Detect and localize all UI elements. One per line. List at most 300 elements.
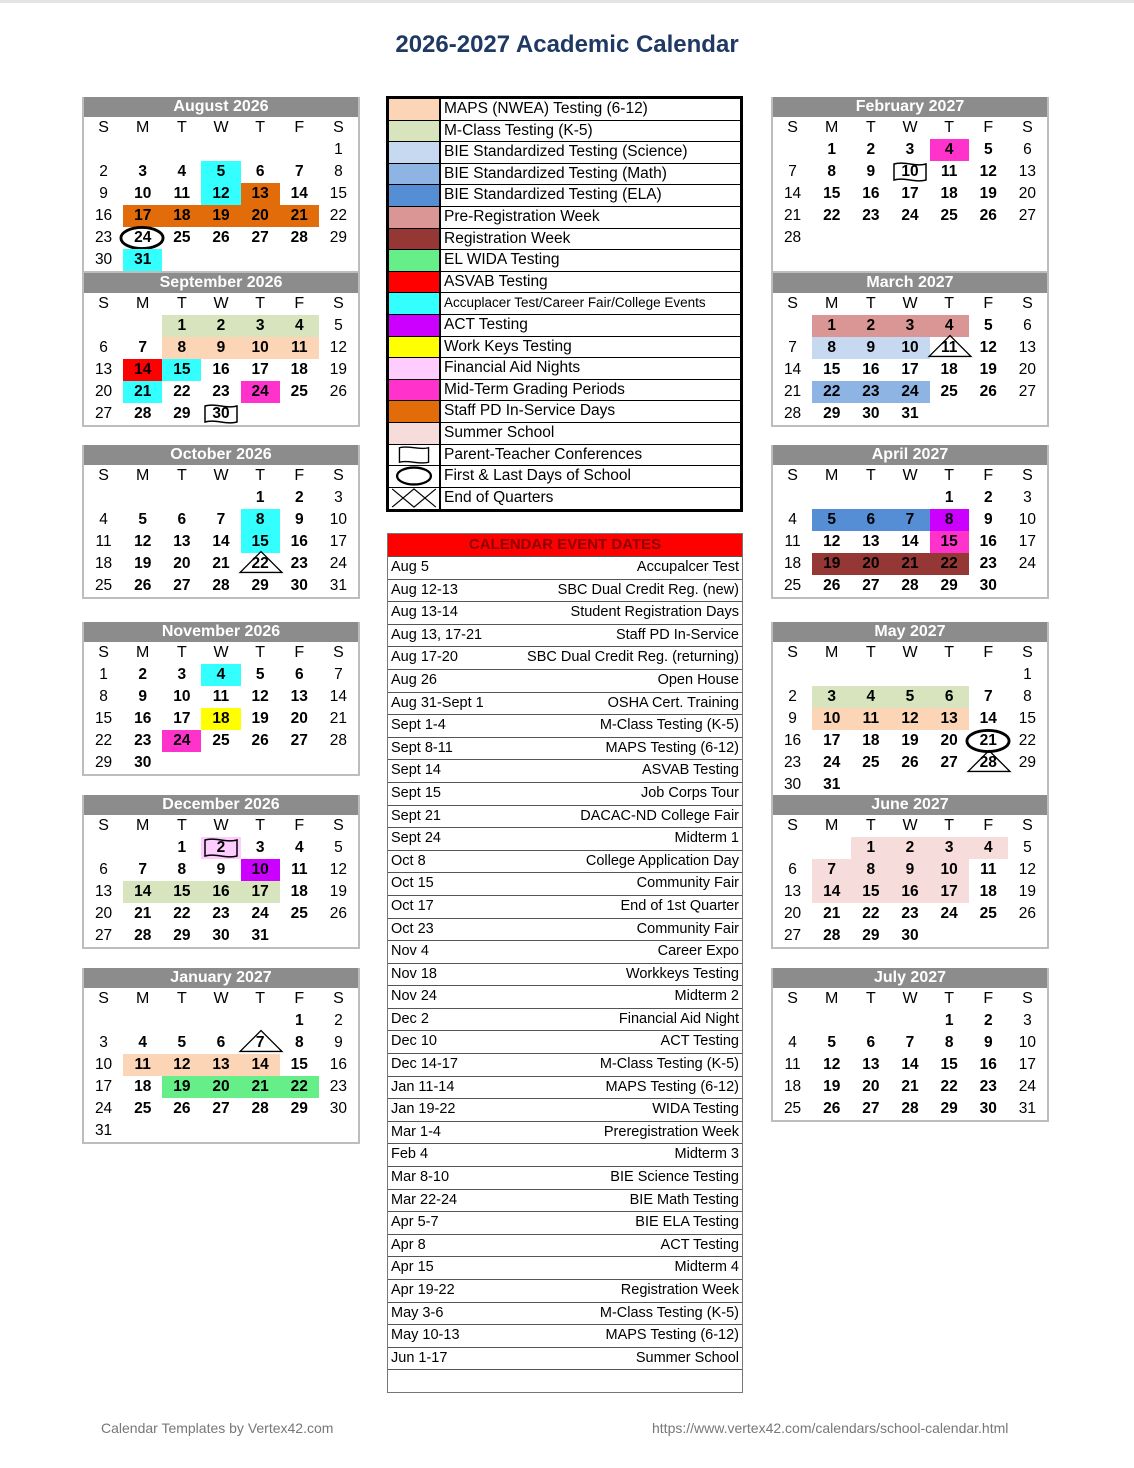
legend-label: BIE Standardized Testing (Science) — [444, 143, 688, 161]
day-cell: 4 — [138, 1034, 148, 1051]
day-cell: 10 — [241, 859, 280, 881]
day-cell: 3 — [812, 686, 851, 708]
weekday-header: W — [213, 467, 229, 484]
day-cell: 15 — [241, 531, 280, 553]
day-cell: 2 — [294, 489, 304, 506]
day-cell: 18 — [290, 883, 308, 900]
day-cell: 5 — [983, 317, 993, 334]
event-name: WIDA Testing — [652, 1101, 739, 1118]
legend-label: Parent-Teacher Conferences — [444, 445, 643, 463]
day-cell: 9 — [138, 688, 148, 705]
day-cell: 10 — [1018, 1034, 1037, 1051]
day-cell: 6 — [851, 509, 890, 531]
event-row — [388, 827, 742, 850]
day-cell: 21 — [783, 383, 802, 400]
day-cell: 3 — [177, 666, 187, 683]
day-cell: 28 — [901, 1100, 919, 1117]
day-cell: 17 — [1018, 1056, 1037, 1073]
weekday-header: M — [825, 990, 839, 1007]
weekday-header: T — [255, 295, 266, 312]
day-cell: 25 — [212, 732, 230, 749]
day-cell: 11 — [784, 1056, 801, 1073]
weekday-header: T — [865, 817, 876, 834]
weekday-header: S — [333, 119, 344, 136]
event-row — [388, 963, 742, 986]
day-cell: 7 — [890, 509, 929, 531]
oval-icon — [391, 466, 437, 486]
day-cell: 3 — [1023, 1012, 1032, 1029]
day-cell: 20 — [783, 905, 802, 922]
day-cell: 31 — [823, 776, 841, 793]
day-cell: 10 — [173, 688, 191, 705]
day-cell: 17 — [94, 1078, 113, 1095]
legend-row — [389, 293, 740, 315]
day-cell: 1 — [177, 839, 187, 856]
day-cell: 26 — [901, 754, 919, 771]
day-cell: 30 — [901, 927, 919, 944]
legend-swatch — [389, 337, 441, 358]
weekday-header: T — [255, 990, 266, 1007]
day-cell: 2 — [851, 315, 890, 337]
day-cell: 21 — [134, 905, 152, 922]
day-cell: 1 — [99, 666, 108, 683]
weekday-header: S — [1022, 990, 1033, 1007]
day-cell: 16 — [890, 881, 929, 903]
weekday-header: S — [333, 644, 344, 661]
month-january-2027 — [82, 968, 360, 1144]
footer-left: Calendar Templates by Vertex42.com — [101, 1420, 334, 1436]
day-cell: 13 — [241, 183, 280, 205]
parent-teacher-flag — [890, 160, 930, 184]
event-row — [388, 692, 742, 715]
weekday-header: S — [1022, 644, 1033, 661]
day-cell: 4 — [788, 1034, 797, 1051]
event-date: Oct 17 — [391, 897, 434, 914]
event-date: May 3-6 — [391, 1304, 444, 1321]
legend-row — [389, 466, 740, 488]
month-title: April 2027 — [773, 445, 1047, 465]
day-cell: 14 — [812, 881, 851, 903]
footer-link[interactable]: https://www.vertex42.com/calendars/school-calendar.html — [652, 1420, 1009, 1436]
day-cell: 29 — [329, 229, 348, 246]
weekday-header: S — [787, 467, 798, 484]
day-cell: 13 — [862, 1056, 880, 1073]
day-cell: 30 — [134, 754, 152, 771]
event-name: Job Corps Tour — [640, 784, 739, 801]
event-name — [511, 1370, 742, 1392]
weekday-header: T — [944, 295, 955, 312]
day-cell: 23 — [979, 1078, 997, 1095]
day-cell: 13 — [94, 883, 113, 900]
day-cell: 28 — [290, 229, 308, 246]
day-cell: 8 — [294, 1034, 304, 1051]
weekday-header: T — [865, 990, 876, 1007]
day-cell: 31 — [901, 405, 919, 422]
day-cell: 25 — [134, 1100, 152, 1117]
day-cell: 3 — [241, 315, 280, 337]
event-row — [388, 1076, 742, 1099]
day-cell: 14 — [241, 1054, 280, 1076]
weekday-header: M — [136, 644, 150, 661]
day-cell: 4 — [280, 315, 319, 337]
day-cell: 12 — [134, 533, 152, 550]
weekday-header: F — [983, 119, 994, 136]
day-cell: 31 — [1018, 1100, 1037, 1117]
day-cell: 19 — [812, 553, 851, 575]
day-cell: 8 — [177, 861, 187, 878]
event-date: Apr 8 — [391, 1236, 426, 1253]
day-cell: 7 — [788, 339, 797, 356]
weekday-header: S — [98, 295, 109, 312]
day-cell: 24 — [162, 730, 201, 752]
weekday-header: F — [294, 467, 305, 484]
day-cell: 12 — [890, 708, 929, 730]
event-date: Aug 13, 17-21 — [391, 626, 483, 643]
day-cell: 13 — [290, 688, 308, 705]
month-february-2027 — [771, 97, 1049, 273]
day-cell: 6 — [177, 511, 187, 528]
day-cell: 17 — [901, 361, 919, 378]
weekday-header: T — [176, 119, 187, 136]
event-name: DACAC-ND College Fair — [580, 807, 739, 824]
day-cell: 26 — [251, 732, 269, 749]
event-name: Registration Week — [620, 1282, 739, 1298]
day-cell: 16 — [862, 361, 880, 378]
event-row — [388, 579, 742, 602]
day-cell: 20 — [173, 555, 191, 572]
event-name: BIE Science Testing — [610, 1169, 739, 1186]
legend-swatch — [389, 466, 441, 487]
event-name: BIE Math Testing — [629, 1191, 739, 1208]
event-row — [388, 1369, 742, 1392]
event-date: Sept 1-4 — [391, 717, 446, 734]
month-title: July 2027 — [773, 968, 1047, 988]
day-cell: 18 — [940, 361, 958, 378]
day-cell: 30 — [862, 405, 880, 422]
day-cell: 22 — [823, 207, 841, 224]
day-cell: 6 — [294, 666, 304, 683]
day-cell: 10 — [1018, 511, 1037, 528]
month-march-2027 — [771, 273, 1049, 427]
legend-label: Mid-Term Grading Periods — [444, 380, 625, 398]
day-cell: 22 — [241, 553, 280, 575]
month-august-2026 — [82, 97, 360, 273]
weekday-header: M — [136, 817, 150, 834]
day-cell: 30 — [783, 776, 802, 793]
event-row — [388, 940, 742, 963]
day-cell: 25 — [940, 207, 958, 224]
weekday-header: S — [787, 295, 798, 312]
month-may-2027 — [771, 622, 1049, 798]
first-last-day-oval — [965, 728, 1011, 754]
day-cell: 28 — [212, 577, 230, 594]
day-cell: 4 — [294, 839, 304, 856]
day-cell: 7 — [788, 163, 797, 180]
day-cell: 17 — [241, 881, 280, 903]
day-cell: 16 — [979, 1056, 997, 1073]
legend-row — [389, 164, 740, 186]
day-cell: 26 — [1018, 905, 1037, 922]
day-cell: 10 — [890, 337, 929, 359]
day-cell: 25 — [783, 1100, 802, 1117]
weekday-header: S — [1022, 295, 1033, 312]
event-name: Summer School — [635, 1349, 739, 1366]
day-cell: 17 — [251, 361, 269, 378]
day-cell: 25 — [290, 383, 308, 400]
legend-label: ACT Testing — [444, 315, 528, 333]
event-row — [388, 714, 742, 737]
weekday-header: S — [787, 119, 798, 136]
event-row — [388, 872, 742, 895]
day-cell: 9 — [983, 511, 993, 528]
day-cell: 17 — [173, 710, 191, 727]
day-cell: 5 — [334, 317, 343, 334]
day-cell: 18 — [162, 205, 201, 227]
day-cell: 29 — [940, 1100, 958, 1117]
day-cell: 7 — [216, 511, 226, 528]
day-cell: 26 — [134, 577, 152, 594]
legend-label: First & Last Days of School — [444, 467, 631, 485]
day-cell: 8 — [944, 1034, 954, 1051]
day-cell: 21 — [280, 205, 319, 227]
day-cell: 29 — [173, 405, 191, 422]
day-cell: 27 — [1018, 383, 1037, 400]
weekday-header: S — [333, 295, 344, 312]
day-cell: 15 — [930, 531, 969, 553]
day-cell: 15 — [1018, 710, 1037, 727]
weekday-header: M — [825, 295, 839, 312]
day-cell: 21 — [901, 1078, 919, 1095]
event-date: Dec 14-17 — [391, 1056, 458, 1073]
legend-row — [389, 445, 740, 467]
day-cell: 15 — [162, 359, 201, 381]
event-date: Sept 15 — [391, 784, 441, 801]
event-name: Community Fair — [636, 920, 739, 937]
weekday-header: M — [825, 644, 839, 661]
day-cell: 1 — [851, 837, 890, 859]
weekday-header: M — [136, 295, 150, 312]
day-cell: 7 — [334, 666, 343, 683]
legend-row — [389, 423, 740, 445]
day-cell: 15 — [823, 361, 841, 378]
day-cell: 29 — [290, 1100, 308, 1117]
event-date: Mar 22-24 — [391, 1191, 458, 1208]
day-cell: 21 — [890, 553, 929, 575]
day-cell: 19 — [251, 710, 269, 727]
event-name: Midterm 3 — [674, 1146, 739, 1163]
day-cell: 14 — [123, 359, 162, 381]
day-cell: 12 — [201, 183, 240, 205]
event-date: Mar 1-4 — [391, 1123, 441, 1140]
event-name: Open House — [657, 671, 739, 688]
day-cell: 13 — [173, 533, 191, 550]
event-date: Sept 24 — [391, 830, 441, 847]
day-cell: 12 — [979, 163, 997, 180]
month-april-2027 — [771, 445, 1049, 599]
legend-swatch — [389, 488, 441, 510]
event-date: Nov 24 — [391, 988, 437, 1005]
day-cell: 11 — [173, 185, 191, 202]
day-cell: 6 — [788, 861, 797, 878]
weekday-header: M — [825, 119, 839, 136]
weekday-header: S — [98, 119, 109, 136]
weekday-header: W — [902, 817, 918, 834]
day-cell: 13 — [201, 1054, 240, 1076]
triangle-icon — [390, 488, 438, 508]
day-cell: 5 — [827, 1034, 837, 1051]
legend-swatch — [389, 272, 441, 293]
day-cell: 4 — [851, 686, 890, 708]
day-cell: 26 — [979, 207, 997, 224]
event-name: Financial Aid Night — [618, 1010, 739, 1027]
day-cell: 10 — [329, 511, 348, 528]
weekday-header: W — [902, 295, 918, 312]
event-date: Apr 15 — [391, 1259, 434, 1276]
day-cell: 9 — [294, 511, 304, 528]
event-date: Oct 15 — [391, 875, 434, 892]
day-cell: 20 — [940, 732, 958, 749]
day-cell: 19 — [823, 1078, 841, 1095]
weekday-header: T — [255, 817, 266, 834]
day-cell: 5 — [255, 666, 265, 683]
weekday-header: T — [865, 467, 876, 484]
weekday-header: W — [902, 644, 918, 661]
day-cell: 22 — [812, 381, 851, 403]
weekday-header: T — [176, 817, 187, 834]
day-cell: 10 — [94, 1056, 113, 1073]
day-cell: 2 — [201, 837, 240, 859]
day-cell: 5 — [983, 141, 993, 158]
day-cell: 4 — [930, 139, 969, 161]
day-cell: 15 — [162, 881, 201, 903]
weekday-header: W — [902, 119, 918, 136]
event-date: Mar 8-10 — [391, 1169, 450, 1186]
day-cell: 21 — [969, 730, 1008, 752]
day-cell: 7 — [241, 1032, 280, 1054]
end-of-quarter-triangle — [238, 550, 284, 574]
event-row — [388, 556, 742, 579]
day-cell: 3 — [1023, 489, 1032, 506]
day-cell: 8 — [812, 337, 851, 359]
event-name: Career Expo — [657, 943, 739, 960]
weekday-header: W — [213, 644, 229, 661]
day-cell: 30 — [201, 403, 240, 425]
event-row — [388, 669, 742, 692]
event-row — [388, 1324, 742, 1347]
day-cell: 16 — [979, 533, 997, 550]
weekday-header: T — [176, 467, 187, 484]
legend-label: Accuplacer Test/Career Fair/College Events — [444, 295, 706, 311]
day-cell: 2 — [99, 163, 108, 180]
event-name: ACT Testing — [660, 1236, 739, 1253]
weekday-header: S — [333, 467, 344, 484]
day-cell: 7 — [138, 861, 148, 878]
day-cell: 5 — [334, 839, 343, 856]
day-cell: 12 — [329, 339, 348, 356]
event-row — [388, 1121, 742, 1144]
legend-label: BIE Standardized Testing (Math) — [444, 164, 667, 182]
day-cell: 19 — [134, 555, 152, 572]
day-cell: 12 — [329, 861, 348, 878]
month-october-2026 — [82, 445, 360, 599]
event-name: ACT Testing — [660, 1033, 739, 1050]
event-row — [388, 782, 742, 805]
day-cell: 27 — [94, 927, 113, 944]
day-cell: 1 — [944, 1012, 954, 1029]
day-cell: 22 — [94, 732, 113, 749]
day-cell: 16 — [212, 361, 230, 378]
day-cell: 27 — [1018, 207, 1037, 224]
event-name: Midterm 2 — [674, 988, 739, 1005]
month-june-2027 — [771, 795, 1049, 949]
day-cell: 6 — [255, 163, 265, 180]
day-cell: 11 — [940, 163, 958, 180]
month-title: October 2026 — [84, 445, 358, 465]
weekday-header: W — [902, 467, 918, 484]
day-cell: 11 — [280, 337, 319, 359]
day-cell: 16 — [94, 207, 113, 224]
legend-swatch — [389, 185, 441, 206]
day-cell: 2 — [788, 688, 797, 705]
day-cell: 23 — [851, 381, 890, 403]
event-row — [388, 1098, 742, 1121]
event-row — [388, 1279, 742, 1302]
day-cell: 13 — [1018, 163, 1037, 180]
weekday-header: M — [825, 467, 839, 484]
event-row — [388, 985, 742, 1008]
day-cell: 13 — [862, 533, 880, 550]
legend-swatch — [389, 401, 441, 422]
day-cell: 6 — [99, 339, 108, 356]
day-cell: 21 — [212, 555, 230, 572]
day-cell: 15 — [851, 881, 890, 903]
month-title: June 2027 — [773, 795, 1047, 815]
day-cell: 19 — [1018, 883, 1037, 900]
day-cell: 25 — [290, 905, 308, 922]
day-cell: 8 — [930, 509, 969, 531]
event-date: Apr 5-7 — [391, 1214, 439, 1231]
end-of-quarter-triangle — [966, 749, 1012, 773]
day-cell: 29 — [251, 577, 269, 594]
legend-label: Work Keys Testing — [444, 337, 572, 355]
event-date: Sept 8-11 — [391, 739, 453, 756]
event-date: Feb 4 — [391, 1146, 429, 1163]
event-name: MAPS Testing (6-12) — [605, 1078, 739, 1095]
day-cell: 6 — [1023, 317, 1032, 334]
weekday-header: T — [944, 467, 955, 484]
month-title: February 2027 — [773, 97, 1047, 117]
day-cell: 14 — [123, 881, 162, 903]
day-cell: 18 — [862, 732, 880, 749]
day-cell: 16 — [329, 1056, 348, 1073]
day-cell: 6 — [99, 861, 108, 878]
legend-swatch — [389, 164, 441, 185]
day-cell: 16 — [862, 185, 880, 202]
day-cell: 3 — [334, 489, 343, 506]
day-cell: 22 — [173, 383, 191, 400]
event-row — [388, 1030, 742, 1053]
day-cell: 20 — [241, 205, 280, 227]
event-name: M-Class Testing (K-5) — [599, 717, 739, 734]
day-cell: 6 — [216, 1034, 226, 1051]
event-row — [388, 1347, 742, 1370]
day-cell: 14 — [290, 185, 308, 202]
day-cell: 28 — [969, 752, 1008, 774]
weekday-header: S — [1022, 467, 1033, 484]
day-cell: 1 — [812, 315, 851, 337]
weekday-header: F — [294, 295, 305, 312]
day-cell: 29 — [173, 927, 191, 944]
